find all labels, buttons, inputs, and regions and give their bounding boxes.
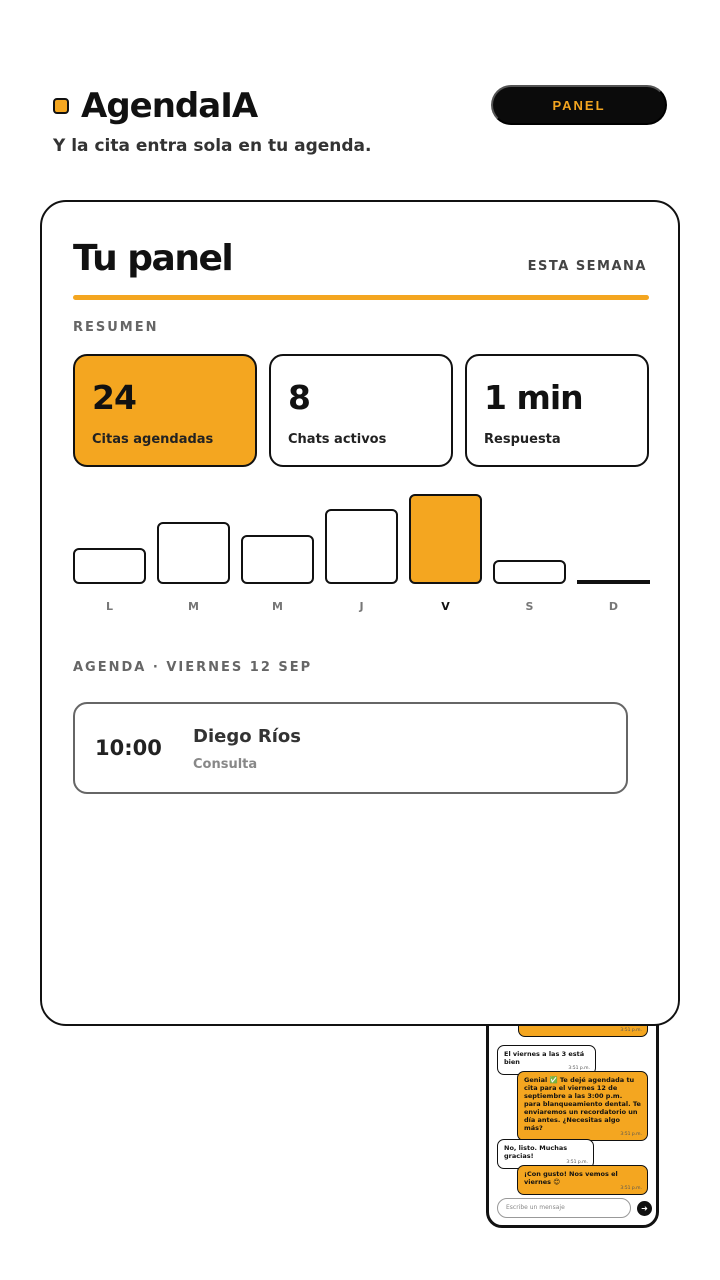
appointment-client-name: Diego Ríos	[193, 726, 301, 747]
weekday-label: J	[359, 600, 364, 613]
weekly-bar[interactable]	[577, 580, 650, 584]
weekday-label: V	[441, 600, 450, 613]
chat-message-bot: 3:51 p.m.	[518, 1009, 648, 1037]
weekly-bar[interactable]	[157, 522, 230, 584]
stat-value: 8	[288, 378, 310, 417]
summary-label: RESUMEN	[73, 320, 159, 335]
accent-divider	[73, 295, 649, 300]
stat-label: Chats activos	[288, 432, 387, 447]
tagline: Y la cita entra sola en tu agenda.	[53, 136, 372, 156]
appointment-row[interactable]	[73, 702, 628, 794]
dashboard-title: Tu panel	[73, 238, 233, 279]
weekly-bar[interactable]	[241, 535, 314, 584]
weekday-label: S	[525, 600, 534, 613]
chat-message-bot: ¡Con gusto! Nos vemos el viernes 😊 3:51 p.m.	[517, 1165, 648, 1195]
weekly-bar[interactable]	[325, 509, 398, 584]
brand	[53, 86, 257, 126]
chat-message-input[interactable]: Escribe un mensaje	[497, 1198, 631, 1218]
dashboard-card	[40, 200, 680, 1026]
appointment-time: 10:00	[95, 736, 162, 760]
send-arrow-icon[interactable]: ➜	[637, 1201, 652, 1216]
chat-message-user: No, listo. Muchas gracias! 3:51 p.m.	[497, 1139, 594, 1169]
stat-value: 24	[92, 378, 136, 417]
chat-message-bot: Genial ✅ Te dejé agendada tu cita para el viernes 12 de septiembre a las 3:00 p.m. para blanqueamiento dental. Te enviaremos un recordatorio un día antes. ¿Necesitas algo más? 3:51 p.m.	[517, 1071, 648, 1141]
brand-name: AgendaIA	[81, 86, 258, 126]
weekly-bar[interactable]	[493, 560, 566, 584]
chat-message-user: El viernes a las 3 está bien 3:51 p.m.	[497, 1045, 596, 1075]
stat-card-chats[interactable]	[269, 354, 453, 467]
period-selector[interactable]: ESTA SEMANA	[527, 259, 647, 274]
weekday-label: D	[608, 600, 619, 613]
weekly-bar[interactable]	[409, 494, 482, 584]
weekday-label: M	[188, 600, 199, 613]
brand-logo-icon	[53, 98, 69, 114]
appointment-type: Consulta	[193, 757, 258, 772]
weekday-label: L	[105, 600, 113, 613]
stat-card-response[interactable]	[465, 354, 649, 467]
panel-button[interactable]: PANEL	[491, 85, 667, 125]
stat-card-appointments[interactable]	[73, 354, 257, 467]
weekly-bar[interactable]	[73, 548, 146, 584]
weekday-label: M	[272, 600, 283, 613]
stat-value: 1 min	[484, 378, 583, 417]
stat-label: Respuesta	[484, 432, 561, 447]
agenda-label: AGENDA · VIERNES 12 SEP	[73, 660, 313, 675]
stat-label: Citas agendadas	[92, 432, 214, 447]
